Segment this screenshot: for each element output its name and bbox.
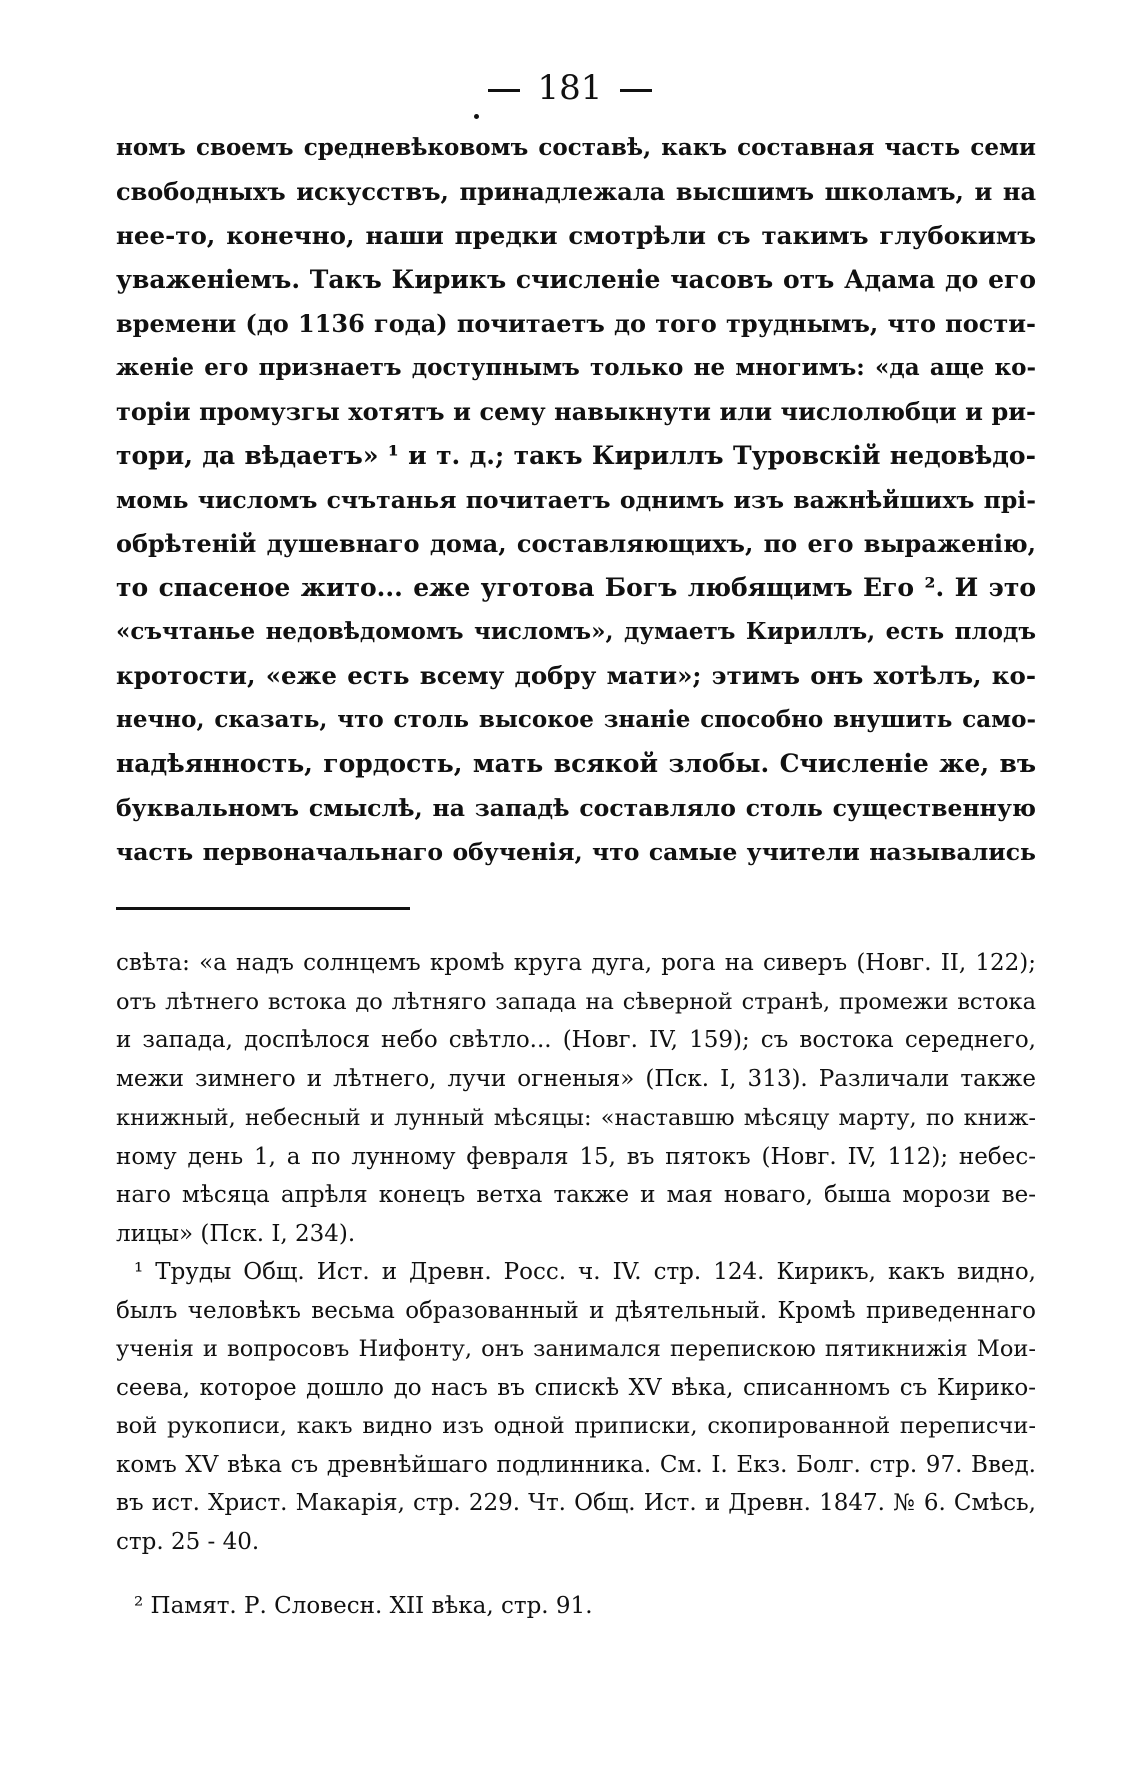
footnote-line: межи зимнего и лѣтнего, лучи огненыя» (Пск. I, 313). Различали также [116, 1066, 1036, 1093]
footnote-line: сеева, которое дошло до насъ въ спискѣ XV вѣка, списанномъ съ Кирико- [116, 1374, 1036, 1401]
main-text-line: надѣянность, гордость, мать всякой злобы. Счисленіе же, въ [116, 749, 1036, 778]
page-header [0, 68, 1140, 108]
main-text-line: то спасеное жито... еже уготова Богъ любящимъ Его ². И это [116, 573, 1036, 602]
footnote-separator [116, 907, 410, 910]
main-text-line: женіе его признаетъ доступнымъ только не многимъ: «да аще ко- [116, 354, 1036, 381]
page-number: 181 [537, 68, 603, 108]
main-text-line: кротости, «еже есть всему добру мати»; этимъ онъ хотѣлъ, ко- [116, 661, 1036, 690]
footnote-continuation [116, 944, 1036, 1254]
main-text-line: момь числомъ счътанья почитаетъ однимъ изъ важнѣйшихъ прі- [116, 486, 1036, 514]
main-text-line: времени (до 1136 года) почитаетъ до того труднымъ, что пости- [116, 309, 1036, 338]
main-text-line: нее-то, конечно, наши предки смотрѣли съ такимъ глубокимъ [116, 221, 1036, 250]
footnote-line: лицы» (Пск. I, 234). [116, 1220, 356, 1247]
main-text-line: уваженіемъ. Такъ Кирикъ счисленіе часовъ отъ Адама до его [116, 265, 1036, 294]
header-dash-right [620, 89, 652, 92]
footnote-line: вой рукописи, какъ видно изъ одной приписки, скопированной переписчи- [116, 1413, 1036, 1439]
main-text-line: номъ своемъ средневѣковомъ составѣ, какъ составная часть семи [116, 134, 1036, 161]
main-text-line: тори, да вѣдаетъ» ¹ и т. д.; такъ Кириллъ Туровскій недовѣдо- [116, 441, 1036, 470]
main-text-line: свободныхъ искусствъ, принадлежала высшимъ школамъ, и на [116, 177, 1036, 206]
main-text [116, 126, 1036, 874]
main-text-line: буквальномъ смыслѣ, на западѣ составляло столь существенную [116, 794, 1036, 822]
footnote-line: комъ XV вѣка съ древнѣйшаго подлинника. См. I. Екз. Болг. стр. 97. Введ. [116, 1451, 1036, 1478]
footnote-line: свѣта: «а надъ солнцемъ кромѣ круга дуга, рога на сиверъ (Новг. II, 122); [116, 950, 1036, 976]
main-text-line: торіи промузгы хотятъ и сему навыкнути или числолюбци и ри- [116, 397, 1036, 426]
header-dash-left [488, 89, 520, 92]
footnote-line: книжный, небесный и лунный мѣсяцы: «наставшю мѣсяцу марту, по книж- [116, 1104, 1036, 1131]
footnote-2 [116, 1587, 1036, 1625]
footnote-line: ² Памят. Р. Словесн. XII вѣка, стр. 91. [134, 1593, 593, 1619]
main-text-line: часть первоначальнаго обученія, что самые учители назывались [116, 838, 1036, 866]
footnote-line: ¹ Труды Общ. Ист. и Древн. Росс. ч. IV. стр. 124. Кирикъ, какъ видно, [134, 1259, 1036, 1285]
footnote-line: наго мѣсяца апрѣля конецъ ветха также и мая новаго, быша морози ве- [116, 1182, 1036, 1209]
footnote-line: и запада, доспѣлося небо свѣтло... (Новг. IV, 159); съ востока середнего, [116, 1027, 1036, 1054]
ink-dot [474, 114, 479, 119]
footnote-line: отъ лѣтнего встока до лѣтняго запада на сѣверной странѣ, промежи встока [116, 988, 1036, 1015]
footnote-line: былъ человѣкъ весьма образованный и дѣятельный. Кромѣ приведеннаго [116, 1297, 1036, 1324]
footnote-line: въ ист. Христ. Макарія, стр. 229. Чт. Общ. Ист. и Древн. 1847. № 6. Смѣсь, [116, 1490, 1036, 1516]
footnote-1 [116, 1253, 1036, 1561]
main-text-line: обрѣтеній душевнаго дома, составляющихъ, по его выраженію, [116, 529, 1036, 558]
main-text-line: «съчтанье недовѣдомомъ числомъ», думаетъ Кириллъ, есть плодъ [116, 618, 1036, 645]
footnote-line: ному день 1, а по лунному февраля 15, въ пятокъ (Новг. IV, 112); небес- [116, 1143, 1036, 1170]
main-text-line: нечно, сказать, что столь высокое знаніе способно внушить само- [116, 706, 1036, 733]
footnote-line: ученія и вопросовъ Нифонту, онъ занимался перепискою пятикнижія Мои- [116, 1336, 1036, 1362]
footnote-line: стр. 25 - 40. [116, 1528, 260, 1555]
